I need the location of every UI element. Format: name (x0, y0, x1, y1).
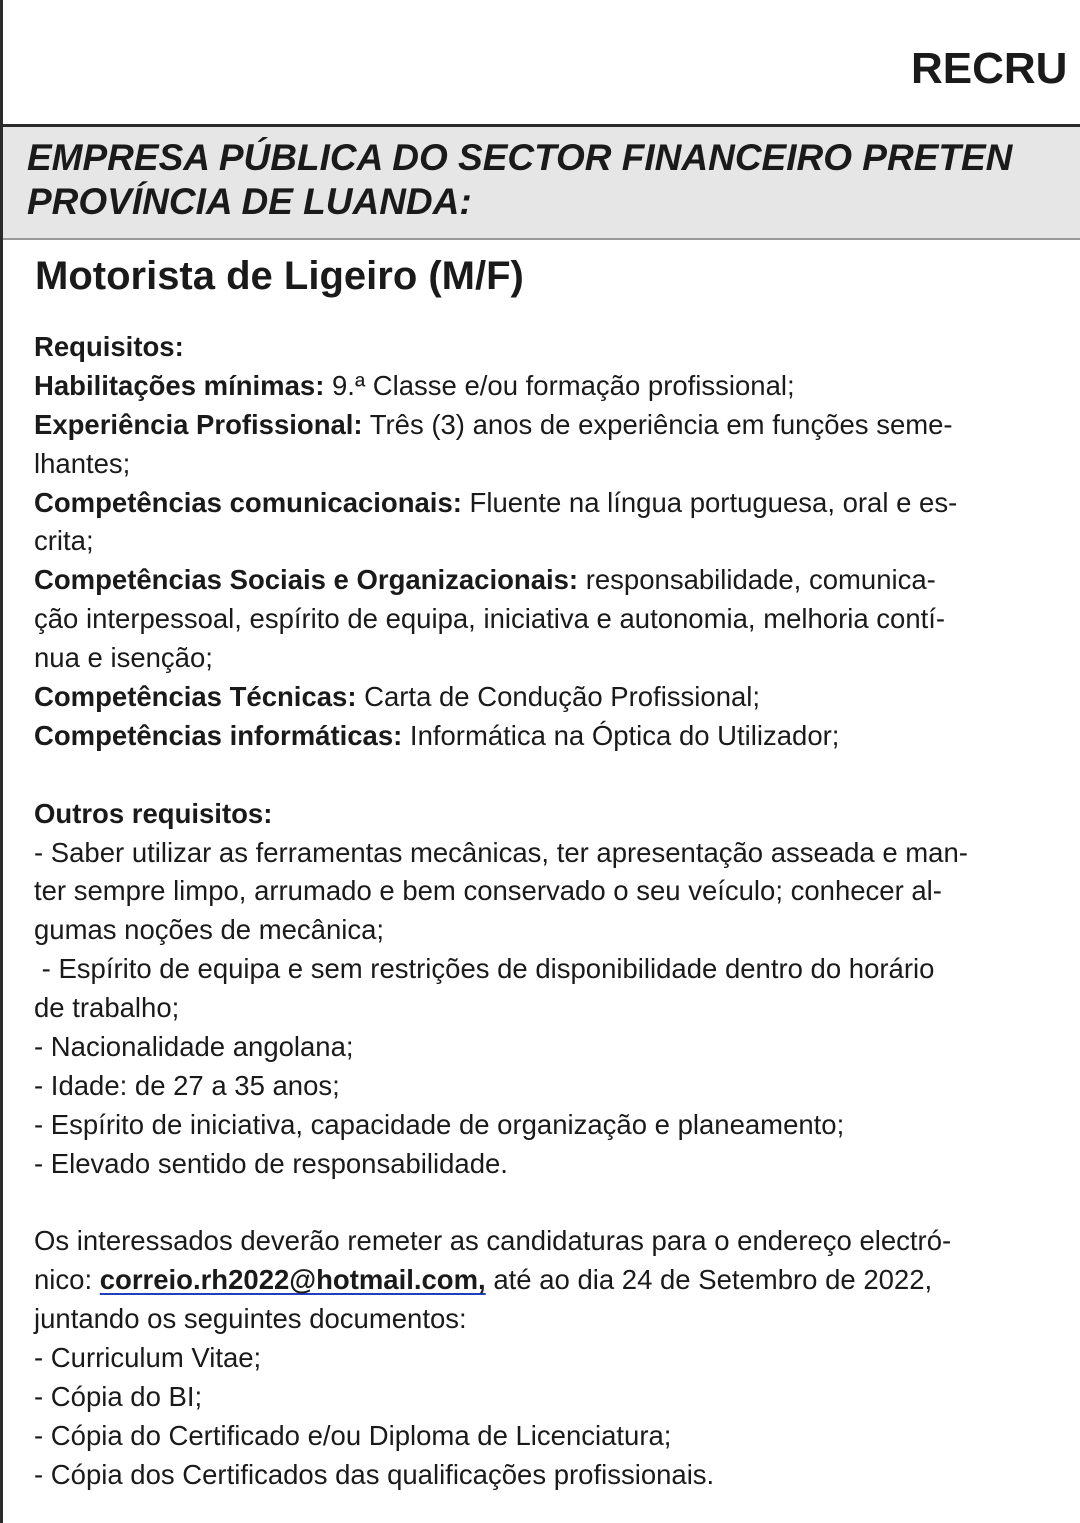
section-gap (34, 756, 1074, 795)
application-email-line (34, 1261, 1074, 1300)
document-item: - Cópia do BI; (34, 1381, 203, 1413)
requirement-label: Competências comunicacionais: (34, 486, 462, 518)
application-deadline: até ao dia 24 de Setembro de 2022, (485, 1264, 933, 1296)
requirement-it (34, 717, 1074, 756)
employer-line-1: EMPRESA PÚBLICA DO SECTOR FINANCEIRO PRETEN (27, 137, 1013, 178)
requirement-value: Fluente na língua portuguesa, oral e es- (461, 486, 958, 518)
document-item: - Cópia do Certificado e/ou Diploma de Licenciatura; (34, 1419, 672, 1451)
employer-line-2: PROVÍNCIA DE LUANDA: (27, 181, 472, 222)
requirements-heading: Requisitos: (34, 331, 184, 362)
document-item: - Curriculum Vitae; (34, 1342, 262, 1374)
section-gap (34, 1184, 1074, 1223)
band-bottom-divider (3, 238, 1080, 240)
requirement-label: Habilitações mínimas: (34, 369, 325, 401)
requirement-social (34, 561, 1074, 600)
requirement-communication-cont: crita; (34, 525, 94, 557)
other-requirement-line: ter sempre limpo, arrumado e bem conservado o seu veículo; conhecer al- (34, 875, 942, 907)
requirement-value: Informática na Óptica do Utilizador; (402, 719, 840, 751)
other-requirements-heading: Outros requisitos: (34, 797, 273, 829)
requirement-value: 9.ª Classe e/ou formação profissional; (324, 369, 795, 401)
employer-description (27, 136, 1012, 224)
job-title: Motorista de Ligeiro (M/F) (35, 254, 524, 298)
other-requirement-line: gumas noções de mecânica; (34, 914, 385, 946)
requirement-communication (34, 484, 1074, 523)
application-documents-intro: juntando os seguintes documentos: (34, 1303, 467, 1335)
other-requirement-line: - Espírito de iniciativa, capacidade de organização e planeamento; (34, 1108, 845, 1140)
requirement-label: Competências informáticas: (34, 719, 403, 751)
requirement-value: Carta de Condução Profissional; (356, 681, 761, 713)
requirement-label: Competências Sociais e Organizacionais: (34, 564, 579, 596)
requirement-value: responsabilidade, comunica- (578, 564, 936, 596)
page-heading: RECRU (911, 44, 1068, 93)
other-requirement-line: - Elevado sentido de responsabilidade. (34, 1147, 508, 1179)
requirement-label: Competências Técnicas: (34, 681, 357, 713)
other-requirement-line: - Nacionalidade angolana; (34, 1031, 354, 1063)
email-link[interactable]: correio.rh2022@hotmail.com, (99, 1264, 486, 1296)
other-requirement-line: - Espírito de equipa e sem restrições de disponibilidade dentro do horário (34, 953, 935, 985)
header-divider (3, 124, 1080, 127)
other-requirement-line: de trabalho; (34, 992, 180, 1024)
requirement-social-cont: ção interpessoal, espírito de equipa, iniciativa e autonomia, melhoria contí- (34, 603, 946, 635)
document-item: - Cópia dos Certificados das qualificações profissionais. (34, 1458, 715, 1490)
requirement-experience (34, 406, 1074, 445)
posting-body (34, 328, 1074, 1495)
requirement-label: Experiência Profissional: (34, 408, 363, 440)
requirement-technical (34, 678, 1074, 717)
requirement-experience-cont: lhantes; (34, 447, 131, 479)
application-text: nico: (34, 1264, 100, 1296)
other-requirement-line: - Saber utilizar as ferramentas mecânicas, ter apresentação asseada e man- (34, 836, 968, 868)
other-requirement-line: - Idade: de 27 a 35 anos; (34, 1069, 340, 1101)
requirement-education (34, 367, 1074, 406)
application-instructions: Os interessados deverão remeter as candidaturas para o endereço electró- (34, 1225, 952, 1257)
requirement-value: Três (3) anos de experiência em funções seme- (362, 408, 953, 440)
requirement-social-cont-2: nua e isenção; (34, 642, 213, 674)
